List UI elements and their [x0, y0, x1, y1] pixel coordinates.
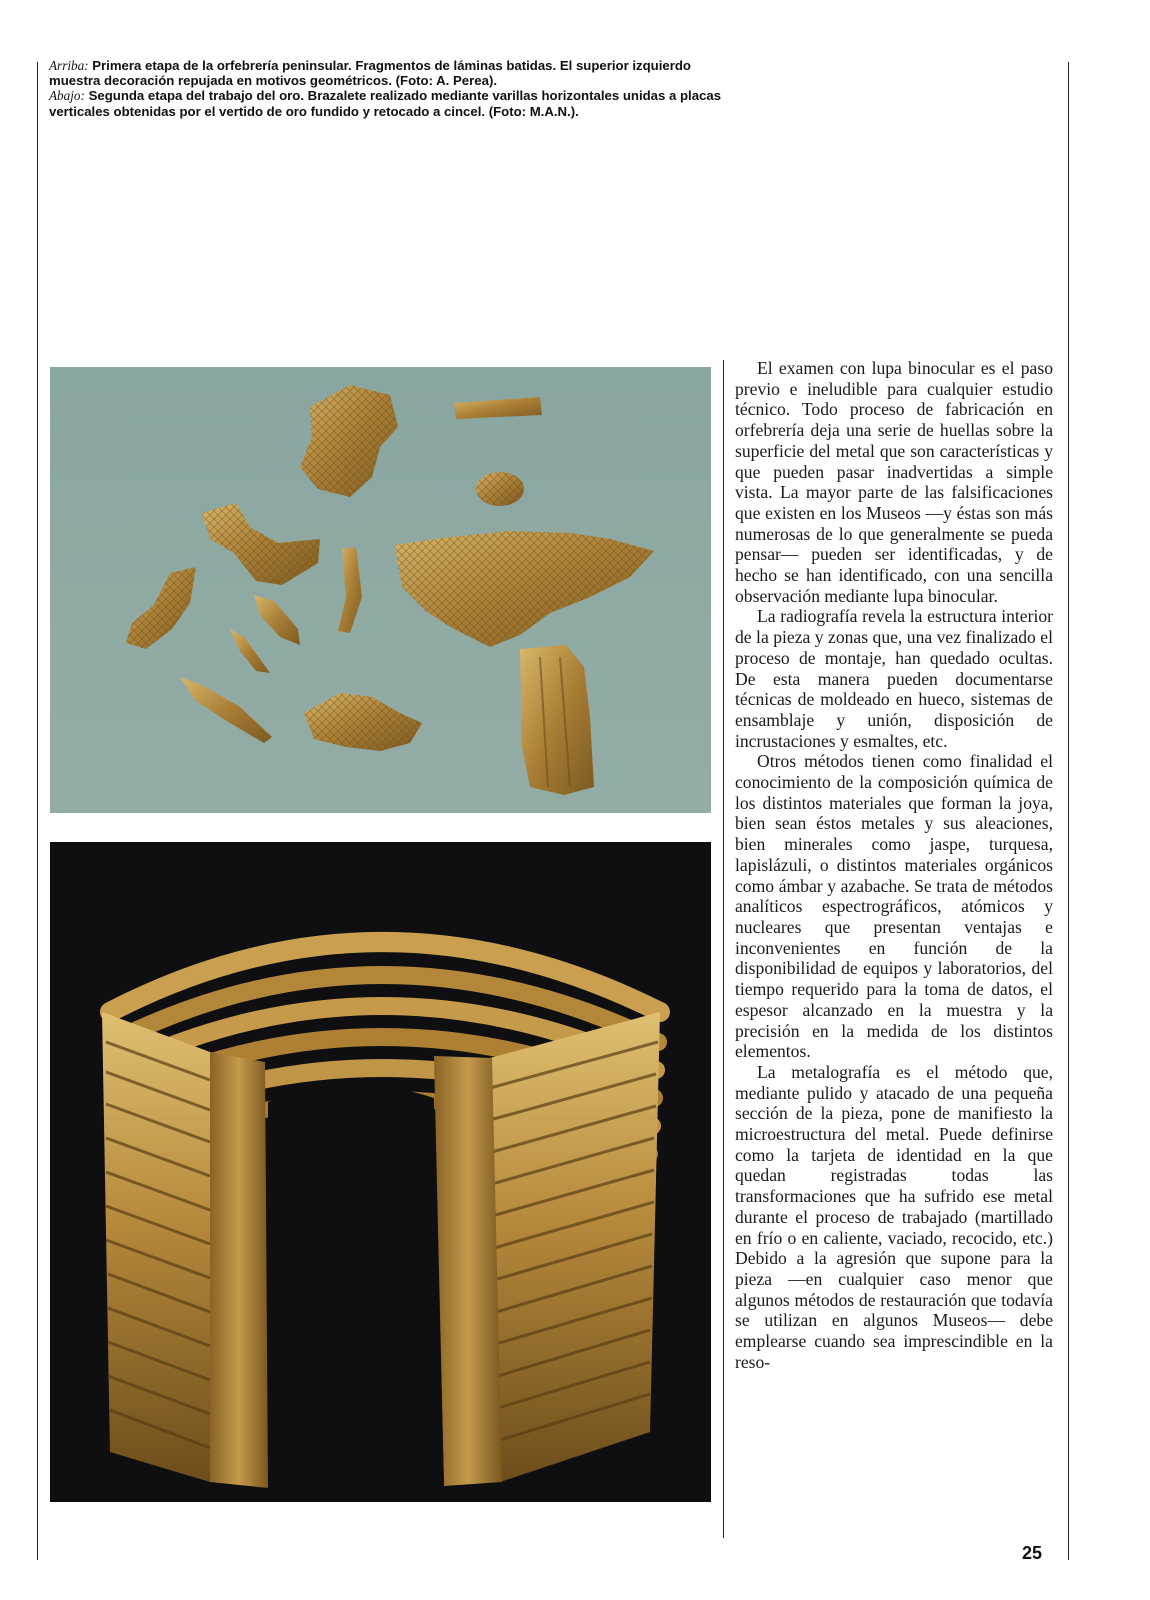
article-body	[735, 358, 1053, 1372]
page-number: 25	[1022, 1543, 1043, 1563]
article-paragraph: La metalografía es el método que, mediante pulido y atacado de una pequeña sección de la pieza, pone de manifiesto la microestructura del metal. Puede definirse como la tarjeta de identidad en la que quedan registradas todas las transformaciones que ha sufrido ese metal durante el proceso de trabajado (martillado en frío o en caliente, vaciado, recocido, etc.) Debido a la agresión que supone para la pieza —en cualquier caso menor que algunos métodos de restauración que todavía se utilizan en algunos Museos— debe emplearse cuando sea imprescindible en la reso-	[735, 1061, 1053, 1372]
fragment-folded-strip	[520, 645, 594, 795]
column-divider-rule	[723, 360, 724, 1538]
article-paragraph: El examen con lupa binocular es el paso previo e ineludible para cualquier estudio técnico. Todo proceso de fabricación en orfebrería deja una serie de huellas sobre la superficie del metal que son características y que pueden pasar inadvertidas a simple vista. La mayor parte de las falsificaciones que existen en los Museos —y éstas son más numerosas de lo que generalmente se pueda pensar— pueden ser identificadas, y de hecho se han identificado, con una sencilla observación mediante lupa binocular.	[735, 358, 1053, 606]
bracelet-right-side	[434, 1012, 660, 1486]
caption-bottom-label: Abajo:	[49, 88, 85, 104]
bracelet-left-side	[102, 1012, 268, 1488]
photo-caption	[49, 58, 729, 119]
photo-gold-bracelet	[50, 842, 711, 1502]
fragment-disc	[476, 472, 524, 506]
caption-top-label: Arriba:	[49, 58, 89, 73]
article-paragraph: La radiografía revela la estructura interior de la pieza y zonas que, una vez finalizado el proceso de montaje, han quedado ocultas. De esta manera pueden documentarse técnicas de moldeado en hueco, sistemas de ensamblaje y unión, disposición de incrustaciones y esmaltes, etc.	[735, 606, 1053, 751]
caption-bottom-text: Segunda etapa del trabajo del oro. Brazalete realizado mediante varillas horizontales unidas a placas verticales obtenidas por el vertido de oro fundido y retocado a cincel. (Foto: M.A.N.).	[49, 88, 722, 119]
article-paragraph: Otros métodos tienen como finalidad el conocimiento de la composición química de los distintos materiales que forman la joya, bien sean éstos metales y sus aleaciones, bien minerales como jaspe, turquesa, lapislázuli, o distintos materiales orgánicos como ámbar y azabache. Se trata de métodos analíticos espectrográficos, atómicos y nucleares que presentan ventajas e inconvenientes en función de la disponibilidad de equipos y laboratorios, del tiempo requerido para la toma de datos, el espesor alcanzado en la muestra y la precisión en la medida de los distintos elementos.	[735, 751, 1053, 1062]
right-margin-rule	[1068, 62, 1069, 1560]
left-margin-rule	[37, 62, 38, 1560]
photo-gold-fragments	[50, 367, 711, 813]
caption-top-text: Primera etapa de la orfebrería peninsular. Fragmentos de láminas batidas. El superior izquierdo muestra decoración repujada en motivos geométricos. (Foto: A. Perea).	[49, 58, 691, 89]
